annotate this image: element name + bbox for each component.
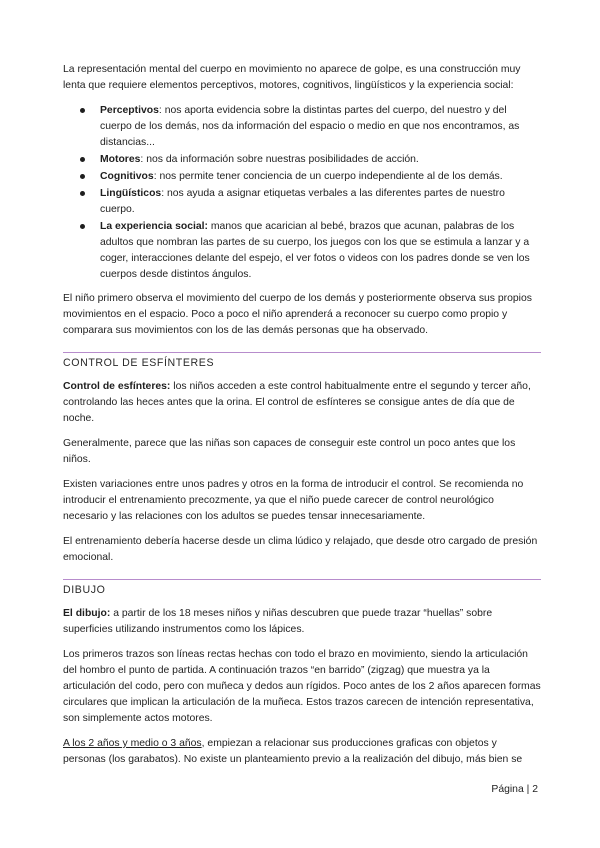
drawing-paragraph-3-text: , empiezan a relacionar sus producciones graficas con objetos y personas (los garabatos). No existe un planteamiento previo a la realización del dibujo, más bien se (63, 738, 523, 765)
drawing-lead-term: El dibujo: (63, 608, 111, 619)
bullet-icon (80, 108, 85, 113)
sphincter-paragraph-3: Existen variaciones entre unos padres y otros en la forma de introducir el control. Se recomienda no introducir el entrenamiento precozmente, ya que el niño puede carecer de control neurológico necesario y las relaciones con los adultos se puedes tensar innecesariamente. (63, 479, 524, 522)
document-page (63, 62, 541, 777)
bullet-text: manos que acarician al bebé, brazos que acunan, palabras de los adultos que nombran las partes de su cuerpo, los juegos con los que se estimula a lanzar y a coger, interacciones delante del espejo, el ver fotos o videos con los padres donde se ven los cuerpos desde distintos ángulos. (100, 221, 530, 280)
list-item (100, 152, 541, 168)
drawing-paragraph-3 (63, 736, 541, 768)
observation-paragraph: El niño primero observa el movimiento del cuerpo de los demás y posteriormente observa sus propios movimientos en el espacio. Poco a poco el niño aprenderá a reconocer su cuerpo como propio y comparara sus movimientos con los de las demás personas que ha observado. (63, 293, 532, 336)
bullet-icon (80, 157, 85, 162)
bullet-icon (80, 224, 85, 229)
bullet-text: : nos permite tener conciencia de un cuerpo independiente al de los demás. (153, 171, 503, 182)
bullet-text: : nos aporta evidencia sobre la distintas partes del cuerpo, del nuestro y del cuerpo de los demás, nos da información del espacio o medio en que nos encontramos, as distancias... (100, 105, 520, 148)
bullet-text: : nos da información sobre nuestras posibilidades de acción. (140, 154, 419, 165)
section-heading-sphincter: CONTROL DE ESFÍNTERES (63, 352, 541, 372)
page-number: Página | 2 (491, 784, 538, 795)
list-item (100, 169, 541, 185)
sphincter-lead-text: los niños acceden a este control habitualmente entre el segundo y tercer año, controlando las heces antes que la orina. El control de esfínteres se consigue antes de día que de noche. (63, 381, 531, 424)
bullet-term: Motores (100, 154, 141, 165)
bullet-term: Perceptivos (100, 105, 159, 116)
sphincter-lead-term: Control de esfínteres: (63, 381, 171, 392)
list-item (100, 103, 541, 151)
list-item (100, 219, 541, 283)
age-underlined-text: A los 2 años y medio o 3 años (63, 738, 202, 749)
bullet-term: Lingüísticos (100, 188, 162, 199)
bullet-term: Cognitivos (100, 171, 154, 182)
intro-paragraph: La representación mental del cuerpo en movimiento no aparece de golpe, es una construcción muy lenta que requiere elementos perceptivos, motores, cognitivos, lingüísticos y la experiencia social: (63, 64, 521, 91)
drawing-lead-text: a partir de los 18 meses niños y niñas descubren que puede trazar “huellas” sobre superficies utilizando instrumentos como los lápices. (63, 608, 493, 635)
sphincter-paragraph-2: Generalmente, parece que las niñas son capaces de conseguir este control un poco antes que los niños. (63, 438, 516, 465)
bullet-list (63, 103, 541, 283)
drawing-paragraph-2: Los primeros trazos son líneas rectas hechas con todo el brazo en movimiento, siendo la articulación del hombro el punto de partida. A continuación trazos “en barrido” (zigzag) que muestra ya la articulación del codo, pero con muñeca y dedos aun rígidos. Poco antes de los 2 años aparecen formas circulares que implican la articulación de la muñeca. Estos trazos carecen de intención representativa, son simplemente actos motores. (63, 649, 541, 724)
section-heading-drawing: DIBUJO (63, 579, 541, 599)
drawing-lead-paragraph (63, 606, 541, 638)
sphincter-lead-paragraph (63, 379, 541, 427)
sphincter-paragraph-4: El entrenamiento debería hacerse desde un clima lúdico y relajado, que desde otro cargado de presión emocional. (63, 536, 538, 563)
list-item (100, 186, 541, 218)
bullet-term: La experiencia social: (100, 221, 209, 232)
bullet-icon (80, 174, 85, 179)
bullet-icon (80, 191, 85, 196)
bullet-text: : nos ayuda a asignar etiquetas verbales a las diferentes partes de nuestro cuerpo. (100, 188, 505, 215)
